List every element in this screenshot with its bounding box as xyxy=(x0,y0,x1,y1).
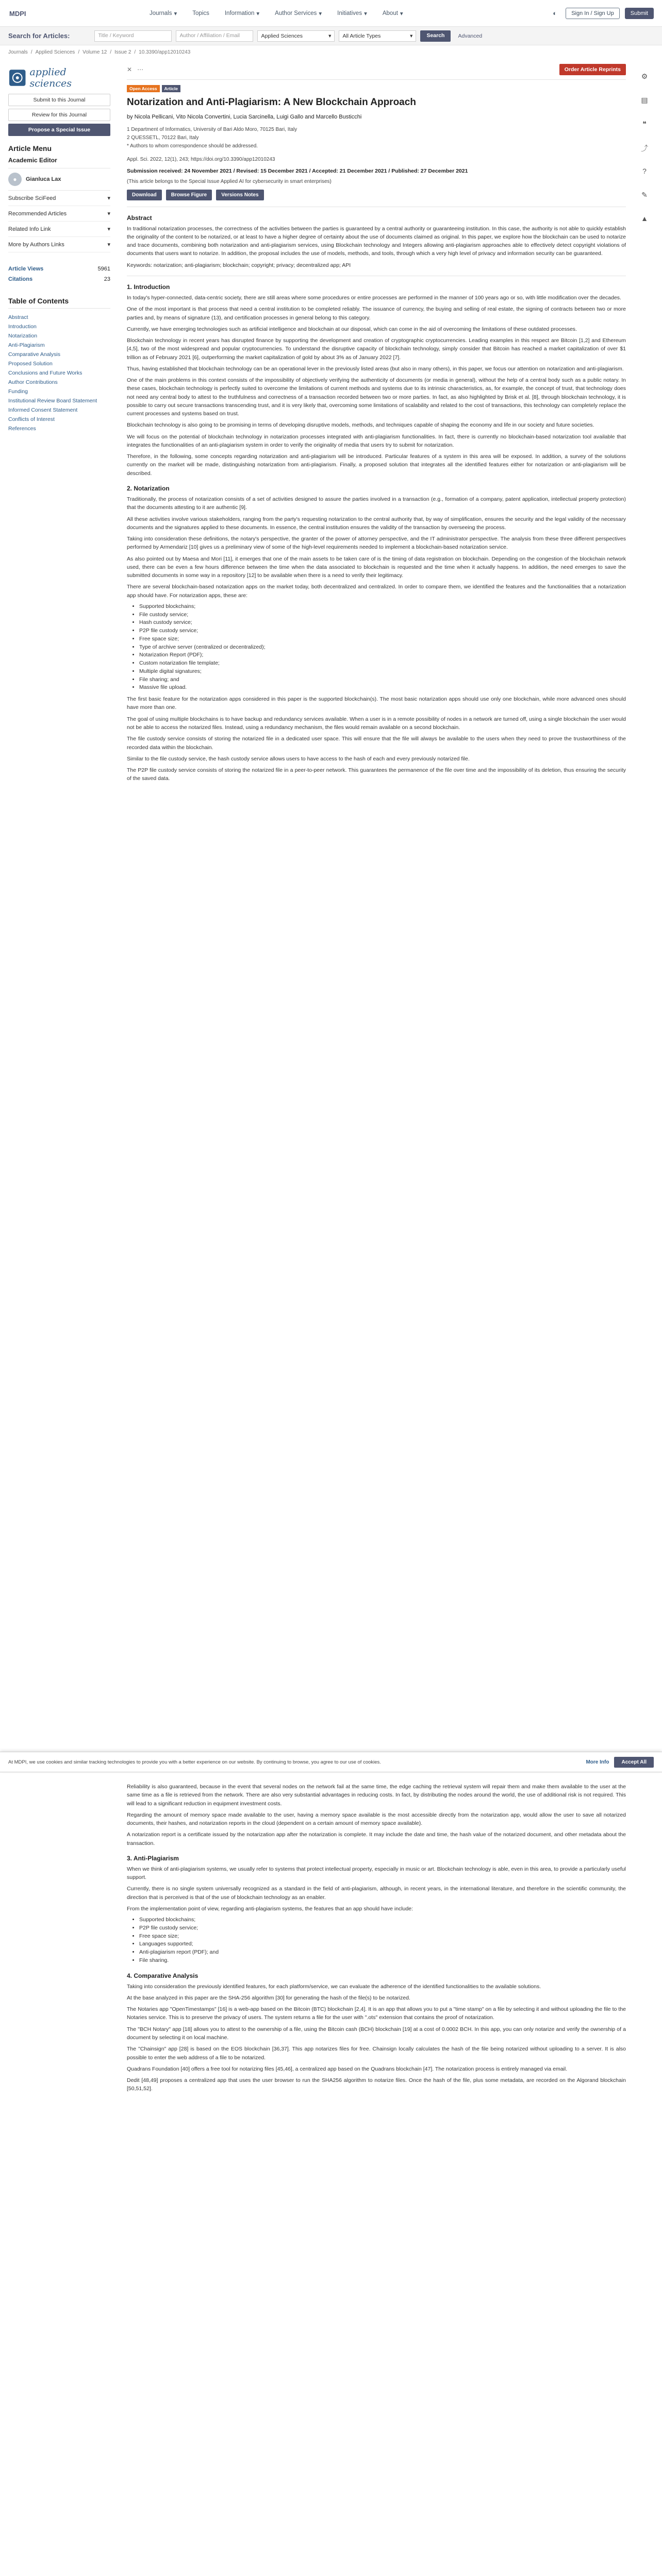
nav-about[interactable]: About ▾ xyxy=(382,10,403,17)
metric-citations[interactable]: Citations 23 xyxy=(8,276,110,282)
article-title: Notarization and Anti-Plagiarism: A New Blockchain Approach xyxy=(127,97,416,108)
paragraph: We will focus on the potential of blockchain technology in notarization processes integrated with anti-plagiarism functionalities. In fact, there is currently no blockchain-based notarization tool available that integrates the functionalities of an anti-plagiarism system in order to verify the originality of media that users try to submit for notarization. xyxy=(127,433,626,448)
propose-issue-button[interactable]: Propose a Special Issue xyxy=(8,124,110,136)
chevron-down-icon: ▾ xyxy=(107,242,110,248)
toc-title: Table of Contents xyxy=(8,297,110,309)
paragraph: The file custody service consists of storing the notarized file in a dedicated user space. This will ensure that the file will always be available to the users when they need to prove the trustworthiness of the recorded data within the blockchain. xyxy=(127,736,626,751)
search-label: Search for Articles: xyxy=(8,32,70,40)
nav-initiatives[interactable]: Initiatives ▾ xyxy=(337,10,367,17)
paragraph: Taking into consideration these definitions, the notary's perspective, the granter of the power of attorney perspective, and the IT administrator perspective. The analysis from these three different perspectives performed by Armendariz [10] gives us a preliminary view of some of the high-level requirements needed to implement a blockchain-based notarization service. xyxy=(127,536,626,551)
list-item: • File sharing; and xyxy=(139,676,626,684)
toc-item[interactable]: References xyxy=(8,426,36,432)
sidebar-item-authors[interactable]: More by Authors Links ▾ xyxy=(8,237,110,252)
help-icon[interactable]: ? xyxy=(642,167,647,175)
paragraph: All these activities involve various stakeholders, ranging from the party's requesting notarization to the central authority that, by way of simplification, ensures the security and the legal validity of the necessary documents and the signatures applied to these documents. In essence, the central institution ensures the validity of the transaction by overseeing the process. xyxy=(127,516,626,531)
comment-icon[interactable]: ✎ xyxy=(641,191,648,199)
journal-logo[interactable] xyxy=(8,65,110,91)
nav-information[interactable]: Information ▾ xyxy=(224,10,260,17)
mdpi-logo[interactable] xyxy=(8,6,31,21)
toc-item[interactable]: Comparative Analysis xyxy=(8,351,60,358)
paragraph: Therefore, in the following, some concepts regarding notarization and anti-plagiarism will be introduced. Particular features of a system in this area will be exposed. In addition, a survey of the solutions currently on the market will be made, distinguishing notarization from anti-plagiarism. Finally, a proposed solution that integrates all the identified features either for notarization or anti-plagiarism will be described. xyxy=(127,453,626,477)
paragraph: A notarization report is a certificate issued by the notarization app after the notarization is complete. It may include the date and time, the hash value of the notarized document, and other metadata about the transaction. xyxy=(127,1832,626,1846)
paragraph: Thus, having established that blockchain technology can be an operational lever in the previously listed areas (but also in many others), in this paper, we focus our attention on notarization and anti-plagiarism. xyxy=(127,365,624,372)
chevron-down-icon: ▾ xyxy=(319,10,322,17)
list-item: • P2P file custody service; xyxy=(139,1924,626,1933)
cookie-banner xyxy=(0,1752,662,1772)
paragraph: At the base analyzed in this paper are the SHA-256 algorithm [30] for generating the hash of the file(s) to be notarized. xyxy=(127,1994,410,2001)
toc-list xyxy=(8,313,110,433)
nav-author-services[interactable]: Author Services ▾ xyxy=(275,10,322,17)
toc-item[interactable]: Funding xyxy=(8,388,28,395)
paragraph: When we think of anti-plagiarism systems, we usually refer to systems that protect intellectual property, especially in music or art. Blockchain technology is able, even in this area, to provide a particularly useful support. xyxy=(127,1866,626,1881)
paragraph: Similar to the file custody service, the hash custody service allows users to have access to the hash of each and every previously notarized file. xyxy=(127,755,470,762)
list-item: • Notarization Report (PDF); xyxy=(139,651,626,659)
chevron-down-icon: ▾ xyxy=(256,10,260,17)
list-item: • Supported blockchains; xyxy=(139,603,626,611)
signin-button[interactable]: Sign In / Sign Up xyxy=(566,8,620,19)
list-item: • Multiple digital signatures; xyxy=(139,668,626,676)
paragraph: One of the main problems in this context consists of the impossibility of objectively verifying the authenticity of documents (or media in general), without the help of a central body such as a public notary. In these cases, blockchain technology is perfectly suited to overcome the limitations of current methods and systems due to its intrinsic characteristics, as, for example, the concept of trust, that technology does not need any central body to attest to the truthfulness and correctness of a transaction recorded between two or more parties. In fact, as also highlighted by Brisk et al. [8], through blockchain technology, it is possible to carry out secure transactions transcending trust, and it is very likely that, overcoming some limitations of scalability and related to the cost of transactions, this technology can completely replace the current processes and systems based on trust. xyxy=(127,377,626,417)
metric-views[interactable]: Article Views 5961 xyxy=(8,266,110,272)
list-item: • Supported blockchains; xyxy=(139,1916,626,1924)
paragraph: The "BCH Notary" app [18] allows you to attest to the ownership of a file, using the Bitcoin cash (BCH) blockchain [19] at a cost of 0.0002 BCH. In this app, you can only notarize and verify the ownership of a document by selecting it on local machine. xyxy=(127,2026,626,2041)
globe-icon[interactable]: ◐ xyxy=(553,9,557,17)
list-item: • Free space size; xyxy=(139,1933,626,1941)
chevron-down-icon: ▾ xyxy=(107,195,110,201)
editor-name: Gianluca Lax xyxy=(26,176,61,182)
list-item: • Type of archive server (centralized or decentralized); xyxy=(139,643,626,652)
paragraph: Regarding the amount of memory space made available to the user, having a memory space available is the most accessible directly from the notarization app, would allow the user to save all notarized documents, their hashes, and notarization reports in the cloud (dependent on a certain amount of memory space available). xyxy=(127,1811,626,1827)
list-item: • Anti-plagiarism report (PDF); and xyxy=(139,1948,626,1957)
paragraph: The Notaries app "OpenTimestamps" [16] is a web-app based on the Bitcoin (BTC) blockchain [2,4]. It is an app that allows you to put a "time stamp" on a file by selecting it and without uploading the file to the Notaries service. This is to preserve the privacy of users. The system returns a file for the user with ".ots" extension that contains the proof of notarization. xyxy=(127,2006,626,2021)
abstract-heading: Abstract xyxy=(127,214,152,222)
keywords: Keywords: notarization; anti-plagiarism; blockchain; copyright; privacy; decentralized app; API xyxy=(127,262,351,268)
special-issue-note[interactable]: (This article belongs to the Special Issue Applied AI for cybersecurity in smart enterprises) xyxy=(127,178,332,184)
toc-item[interactable]: Anti-Plagiarism xyxy=(8,342,45,348)
paragraph: Traditionally, the process of notarization consists of a set of activities designed to assure the parties involved in a transaction (e.g., formation of a company, patent application, intellectual property protection) that the documents attesting to it are authentic [9]. xyxy=(127,496,626,511)
chevron-down-icon: ▾ xyxy=(364,10,367,17)
advanced-search-link[interactable]: Advanced xyxy=(458,32,483,39)
article-badges xyxy=(127,85,626,92)
paragraph: The first basic feature for the notarization apps considered in this paper is the supported blockchain(s). The most basic notarization apps should use only one blockchain, while more advanced ones should have more than one. xyxy=(127,696,626,711)
paragraph: The goal of using multiple blockchains is to have backup and redundancy services available. When a user is in a remote possibility of nodes in a network are turned off, using a single blockchain the user would not be able to access the notarized files. Instead, using a redundancy mechanism, the files would remain available on a second blockchain. xyxy=(127,716,626,731)
article-type-badge: Article xyxy=(162,85,180,92)
list-item: • Languages supported; xyxy=(139,1940,626,1948)
article-authors[interactable]: by Nicola Pellicani, Vito Nicola Convertini, Lucia Sarcinella, Luigi Gallo and Marcello Busticchi xyxy=(127,113,362,120)
browse-figures-button[interactable]: Browse Figure xyxy=(166,190,212,200)
affiliation: * Authors to whom correspondence should be addressed. xyxy=(127,143,258,149)
author-input[interactable]: Author / Affiliation / Email xyxy=(176,30,253,42)
version-notes-button[interactable]: Versions Notes xyxy=(216,190,263,200)
list-item: • Hash custody service; xyxy=(139,619,626,627)
journal-mark-icon xyxy=(8,69,26,87)
toc-item[interactable]: Abstract xyxy=(8,314,28,320)
academic-editor[interactable] xyxy=(8,168,110,191)
paragraph: Quadrans Foundation [40] offers a free tool for notarizing files [45,46], a centralized app based on the Quadrans blockchain [47]. The notarization process is entirely managed via email. xyxy=(127,2065,568,2072)
article-toolbar xyxy=(127,61,626,80)
download-button[interactable]: Download xyxy=(127,190,162,200)
list-item: • Massive file upload. xyxy=(139,684,626,692)
submit-button[interactable]: Submit xyxy=(625,8,654,19)
list-item: • File sharing. xyxy=(139,1957,626,1965)
list-item: • File custody service; xyxy=(139,611,626,619)
abstract-text: In traditional notarization processes, the correctness of the activities between the parties is guaranteed by a central authority or guaranteeing institution. In this case, the authority is not able to quickly establish the originality of the content to be notarized, or at least to have a higher degree of certainty about the use of documents claimed as original. In this paper, we explore how the blockchain can be used to notarize and trace documents, combining both notarization and anti-plagiarism services, using Blockchain technology and Integers allowing anti-plagiarism approaches able to effectively detect copyright violations of documents that users want to notarize. In addition, the proposal includes the use of models, methods, and tools, through which a very high level of privacy and information security can be guaranteed. xyxy=(127,225,626,257)
academic-editor-title: Academic Editor xyxy=(8,157,57,164)
toc-item[interactable]: Proposed Solution xyxy=(8,361,53,367)
article-menu-title: Article Menu xyxy=(8,144,52,152)
article-main xyxy=(127,61,626,786)
share-icon[interactable]: ⤴ xyxy=(641,144,648,152)
svg-text:MDPI: MDPI xyxy=(9,9,26,18)
list-item: • P2P file custody service; xyxy=(139,627,626,635)
close-icon[interactable]: ✕ xyxy=(127,66,133,73)
breadcrumb: Journals / Applied Sciences / Volume 12 / Issue 2 / 10.3390/app12010243 xyxy=(8,49,191,55)
journal-name: applied sciences xyxy=(29,66,72,89)
gear-icon[interactable]: ⚙ xyxy=(641,72,648,80)
section-heading: 4. Comparative Analysis xyxy=(127,1972,198,1979)
paragraph: Reliability is also guaranteed, because in the event that several nodes on the network fail at the same time, the edge caching the retrieval system will repair them and make them available to the user at the same time as a file is retrieved from the network. There are also very substantial advantages in reducing costs. In fact, by distributing the nodes around the world, the use of additional risk is not required. This will lead to a significant reduction in equipment investment costs. xyxy=(127,1784,626,1807)
list-item: • Custom notarization file template; xyxy=(139,659,626,668)
breadcrumb-item[interactable]: Volume 12 xyxy=(82,49,107,55)
order-reprints-button[interactable]: Order Article Reprints xyxy=(559,64,626,75)
chevron-down-icon: ▾ xyxy=(328,32,332,39)
paragraph: One of the most important is that process that need a central institution to be completed reliably. The issuance of currency, the buying and selling of real estate, the signing of contracts between two or more parties and, by means of signature (13), and certification processes in general belong to this category. xyxy=(127,306,626,321)
toc-item[interactable]: Informed Consent Statement xyxy=(8,407,78,413)
paragraph: Currently, we have emerging technologies such as artificial intelligence and blockchain at our disposal, which can come in the aid of overcoming the limitations of these outdated processes. xyxy=(127,326,577,332)
right-rail xyxy=(632,72,657,229)
toc-item[interactable]: Introduction xyxy=(8,324,37,330)
toc-item[interactable]: Conflicts of Interest xyxy=(8,416,55,422)
nav-topics[interactable]: Topics xyxy=(192,10,209,16)
toc-item[interactable]: Notarization xyxy=(8,333,38,339)
accept-cookies-button[interactable]: Accept All xyxy=(614,1757,654,1768)
pdf-icon[interactable]: ▤ xyxy=(641,96,648,104)
chevron-down-icon: ▾ xyxy=(400,10,403,17)
chevron-down-icon: ▾ xyxy=(174,10,177,17)
search-button[interactable]: Search xyxy=(420,30,451,42)
sidebar-item-scifeed[interactable]: Subscribe SciFeed ▾ xyxy=(8,191,110,206)
main-menu xyxy=(150,10,403,17)
search-bar xyxy=(0,27,662,45)
cookie-more-link[interactable]: More Info xyxy=(586,1759,609,1765)
left-sidebar xyxy=(0,61,119,437)
feature-list xyxy=(139,1916,626,1965)
paragraph: The "Chainsign" app [28] is based on the EOS blockchain [36,37]. This app notarizes files for free. Chainsign locally calculates the hash of the file being notarized without uploading to a server. It is also possible to enter the web address of a file to be notarized. xyxy=(127,2046,626,2061)
paragraph: In today's hyper-connected, data-centric society, there are still areas where some procedures or entire processes are performed in the manner of 100 years ago or so, with little modification over the decades. xyxy=(127,294,621,301)
affiliations xyxy=(127,126,626,150)
sidebar-item-related[interactable]: Related Info Link ▾ xyxy=(8,222,110,237)
section-heading: 1. Introduction xyxy=(127,283,170,291)
article-actions xyxy=(127,190,626,200)
toc-item[interactable]: Institutional Review Board Statement xyxy=(8,398,97,404)
nav-journals[interactable]: Journals ▾ xyxy=(150,10,177,17)
feature-list xyxy=(139,603,626,692)
list-item: • Free space size; xyxy=(139,635,626,643)
article-dates: Submission received: 24 November 2021 / Revised: 15 December 2021 / Accepted: 21 December 2021 / Published: 27 December 2021 xyxy=(127,167,468,174)
journal-select[interactable]: Applied Sciences ▾ xyxy=(257,30,335,42)
paragraph: Dedit [48,49] proposes a centralized app that uses the user browser to run the SHA256 algorithm to notarize files. Once the hash of the file, plus some metadata, are recorded on the Algorand blockchain [50,51,52]. xyxy=(127,2077,626,2092)
share-icon[interactable]: ⋯ xyxy=(137,66,144,73)
section-heading: 2. Notarization xyxy=(127,485,170,493)
arrow-up-icon[interactable]: ▲ xyxy=(641,214,648,223)
open-access-badge[interactable]: Open Access xyxy=(127,85,160,92)
avatar: ● xyxy=(8,173,22,186)
section-heading: 3. Anti-Plagiarism xyxy=(127,1854,179,1862)
paragraph: From the implementation point of view, regarding anti-plagiarism systems, the features that an app should have include: xyxy=(127,1905,413,1912)
article-main-continued xyxy=(127,1783,626,2096)
breadcrumb-item[interactable]: Issue 2 xyxy=(114,49,131,55)
breadcrumb-item[interactable]: Journals xyxy=(8,49,28,55)
chevron-down-icon: ▾ xyxy=(410,32,413,39)
breadcrumb-item[interactable]: Applied Sciences xyxy=(35,49,75,55)
affiliation: 2 QUESSETL, 70122 Bari, Italy xyxy=(127,135,199,141)
article-type-select[interactable]: All Article Types ▾ xyxy=(339,30,416,42)
paragraph: Currently, there is no single system universally recognized as a standard in the field of anti-plagiarism, although, in recent years, in the international literature, and therefore in the scientific community, the direction that is perceived is that of the use of blockchain technology as an enabler. xyxy=(127,1886,626,1901)
topnav-right xyxy=(549,8,654,19)
citation[interactable]: Appl. Sci. 2022, 12(1), 243; https://doi.org/10.3390/app12010243 xyxy=(127,157,275,163)
breadcrumb-item: 10.3390/app12010243 xyxy=(139,49,191,55)
title-keyword-input[interactable]: Title / Keyword xyxy=(94,30,172,42)
paragraph: The P2P file custody service consists of storing the notarized file in a peer-to-peer network. This guarantees the permanence of the file over time and the impossibility of its deletion, thus ensuring the security of the saved data. xyxy=(127,767,626,782)
sidebar-item-recommended[interactable]: Recommended Articles ▾ xyxy=(8,206,110,222)
cookie-text: At MDPI, we use cookies and similar tracking technologies to provide you with a better experience on our website. By continuing to browse, you agree to our use of cookies. xyxy=(8,1759,381,1765)
quote-icon[interactable]: ❝ xyxy=(642,120,647,128)
paragraph: Blockchain technology in recent years has disrupted finance by supporting the development and creation of cryptographic cryptocurrencies. Leading examples in this respect are Bitcoin [1,2] and Ethereum [4,5], two of the most widespread and popular cryptocurrencies. To understand the disruptive capacity of blockchain technology, simply consider that Bitcoin has reached a market capitalization of over $1 trillion as of February 2021 [6], outperforming the market capitalization of gold by about 3% as of January 2022 [7]. xyxy=(127,337,626,361)
chevron-down-icon: ▾ xyxy=(107,211,110,217)
paragraph: Blockchain technology is also going to be promising in terms of developing disruptive models, methods, and techniques capable of shaping the economy and life in our society and future societies. xyxy=(127,422,594,429)
toc-item[interactable]: Conclusions and Future Works xyxy=(8,370,82,376)
paragraph: Taking into consideration the previously identified features, for each platform/service, we can evaluate the adherence of the identified functionalities to the available solutions. xyxy=(127,1983,541,1990)
affiliation: 1 Department of Informatics, University of Bari Aldo Moro, 70125 Bari, Italy xyxy=(127,127,297,133)
top-navigation xyxy=(0,0,662,27)
review-journal-button[interactable]: Review for this Journal xyxy=(8,109,110,121)
toc-item[interactable]: Author Contributions xyxy=(8,379,58,385)
chevron-down-icon: ▾ xyxy=(107,226,110,232)
paragraph: There are several blockchain-based notarization apps on the market today, both decentralized and centralized. In order to compare them, we identified the features and the functionalities that a notarization app should have. For notarization apps, these are: xyxy=(127,584,626,599)
paragraph: As also pointed out by Maesa and Mori [11], it emerges that one of the main assets to be taken care of is the timing of data registration on blockchain. Depending on the congestion of the blockchain network used, there can be even a few hours difference between the time when the data associated to blockchain is requested and the time when it actually happens. In addition, the need emerges to save the submitted documents in some way in a repository [12] to be available when there is a need to verify their legitimacy. xyxy=(127,555,626,579)
submit-journal-button[interactable]: Submit to this Journal xyxy=(8,94,110,106)
